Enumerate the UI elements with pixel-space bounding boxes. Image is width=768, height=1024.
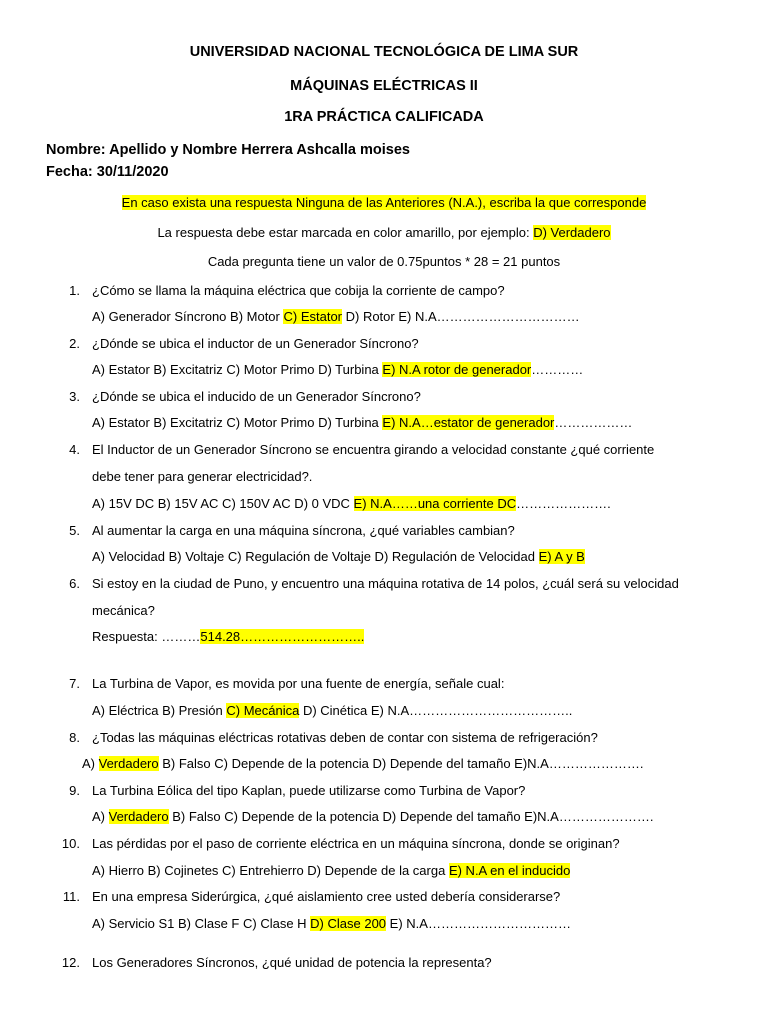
response-label: Respuesta: ……… [92, 629, 201, 644]
selected-answer: Verdadero [98, 756, 159, 771]
question-number: 12. [61, 955, 80, 970]
na-instruction [0, 195, 768, 210]
answer-options-text: A) Estator B) Excitatriz C) Motor Primo D) Turbina [92, 415, 383, 430]
question-text: ¿Dónde se ubica el inducido de un Generador Síncrono? [92, 389, 421, 404]
question-number: 1. [69, 283, 80, 298]
question-text: Los Generadores Síncronos, ¿qué unidad de potencia la representa? [92, 955, 492, 970]
selected-answer: E) N.A en el inducido [448, 863, 571, 878]
answer-options-text: A) Velocidad B) Voltaje C) Regulación de Voltaje D) Regulación de Velocidad [92, 549, 539, 564]
selected-answer: C) Mecánica [226, 703, 300, 718]
answer-options-text: A) 15V DC B) 15V AC C) 150V AC D) 0 VDC [92, 496, 354, 511]
answer-options-rest: D) Cinética E) N.A……………………………….. [299, 703, 573, 718]
answer-options-text: A) Eléctrica B) Presión [92, 703, 227, 718]
selected-answer: E) N.A……una corriente DC [353, 496, 517, 511]
question-text: La Turbina de Vapor, es movida por una fuente de energía, señale cual: [92, 676, 505, 691]
question-text: En una empresa Siderúrgica, ¿qué aislamiento cree usted debería considerarse? [92, 889, 561, 904]
question-text: Las pérdidas por el paso de corriente eléctrica en un máquina síncrona, donde se originan? [92, 836, 620, 851]
exam-date: Fecha: 30/11/2020 [46, 164, 169, 180]
answer-options-text: A) [92, 809, 109, 824]
answer-options-text: A) Hierro B) Cojinetes C) Entrehierro D) Depende de la carga [92, 863, 449, 878]
question-text: La Turbina Eólica del tipo Kaplan, puede utilizarse como Turbina de Vapor? [92, 783, 526, 798]
answer-options [92, 549, 585, 564]
question-text: ¿Cómo se llama la máquina eléctrica que cobija la corriente de campo? [92, 283, 505, 298]
selected-answer: Verdadero [108, 809, 169, 824]
answer-options-rest: D) Rotor E) N.A…………………………… [342, 309, 580, 324]
question-text: ¿Dónde se ubica el inductor de un Generador Síncrono? [92, 336, 419, 351]
answer-options-text: A) Estator B) Excitatriz C) Motor Primo D) Turbina [92, 362, 383, 377]
answer-options [92, 809, 653, 824]
selected-answer: 514.28……………………….. [200, 629, 365, 644]
question-text-continued: mecánica? [92, 603, 155, 618]
question-number: 8. [69, 730, 80, 745]
student-name: Nombre: Apellido y Nombre Herrera Ashcalla moises [46, 142, 410, 158]
answer-options-rest: E) N.A…………………………… [386, 916, 571, 931]
answer-options-rest: B) Falso C) Depende de la potencia D) Depende del tamaño E)N.A…………………. [158, 756, 644, 771]
question-number: 10. [61, 836, 80, 851]
answer-options [92, 863, 570, 878]
university-title: UNIVERSIDAD NACIONAL TECNOLÓGICA DE LIMA SUR [189, 44, 579, 60]
selected-answer: D) Clase 200 [310, 916, 387, 931]
question-text: ¿Todas las máquinas eléctricas rotativas deben de contar con sistema de refrigeración? [92, 730, 598, 745]
answer-options [92, 309, 580, 324]
exam-title: 1RA PRÁCTICA CALIFICADA [284, 109, 484, 125]
answer-options-text: A) [82, 756, 99, 771]
mark-instruction [0, 225, 768, 240]
answer-options [92, 703, 572, 718]
answer-options [92, 916, 571, 931]
answer-options-rest: ……………… [554, 415, 633, 430]
answer-options-rest: …………………. [516, 496, 611, 511]
answer-options [92, 415, 632, 430]
answer-options [92, 362, 583, 377]
question-number: 5. [69, 523, 80, 538]
question-text: El Inductor de un Generador Síncrono se encuentra girando a velocidad constante ¿qué corriente [92, 442, 655, 457]
selected-answer: E) A y B [538, 549, 585, 564]
answer-response [92, 629, 364, 644]
question-number: 7. [69, 676, 80, 691]
question-text-continued: debe tener para generar electricidad?. [92, 469, 313, 484]
question-number: 2. [69, 336, 80, 351]
question-number: 6. [69, 576, 80, 591]
question-number: 4. [69, 442, 80, 457]
course-title: MÁQUINAS ELÉCTRICAS II [290, 78, 478, 94]
question-number: 3. [69, 389, 80, 404]
selected-answer: E) N.A…estator de generador [382, 415, 555, 430]
question-text: Si estoy en la ciudad de Puno, y encuentro una máquina rotativa de 14 polos, ¿cuál será su velocidad [92, 576, 679, 591]
selected-answer: E) N.A rotor de generador [382, 362, 532, 377]
answer-options-text: A) Servicio S1 B) Clase F C) Clase H [92, 916, 311, 931]
mark-instruction-text: La respuesta debe estar marcada en color amarillo, por ejemplo: [157, 225, 534, 240]
mark-example: D) Verdadero [533, 225, 611, 240]
question-number: 11. [62, 889, 80, 904]
selected-answer: C) Estator [283, 309, 342, 324]
answer-options [82, 756, 643, 771]
na-instruction-text: En caso exista una respuesta Ninguna de las Anteriores (N.A.), escriba la que corresponde [121, 195, 647, 210]
question-text: Al aumentar la carga en una máquina síncrona, ¿qué variables cambian? [92, 523, 515, 538]
answer-options-rest: B) Falso C) Depende de la potencia D) Depende del tamaño E)N.A…………………. [168, 809, 654, 824]
score-instruction: Cada pregunta tiene un valor de 0.75puntos * 28 = 21 puntos [207, 254, 561, 269]
question-number: 9. [69, 783, 80, 798]
answer-options [92, 496, 611, 511]
answer-options-text: A) Generador Síncrono B) Motor [92, 309, 284, 324]
answer-options-rest: ………… [531, 362, 584, 377]
